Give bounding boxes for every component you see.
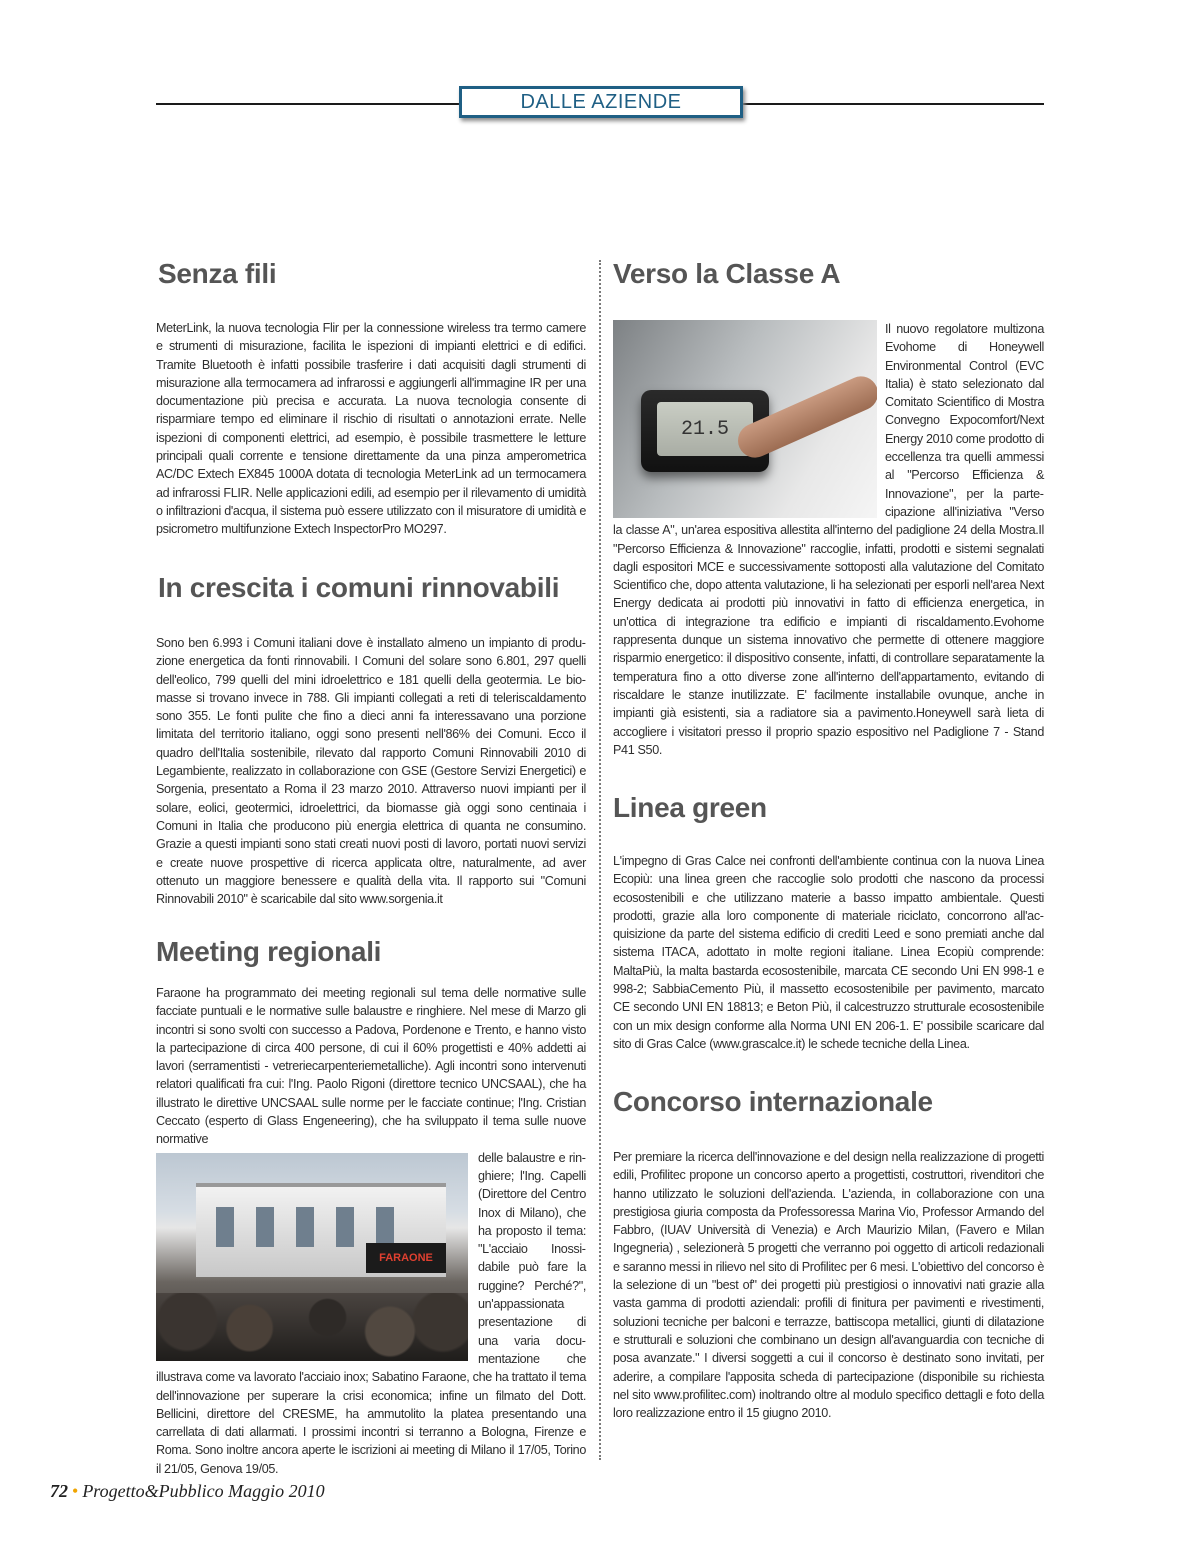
- article-body: Il nuovo regolatore multizona Evohome di Honeywell Environmental Control (EVC Italia) è stato selezionato dal Comitato Scientifico di Mostra Convegno Expocomfort/Next Energy 2010 come prodotto di eccellenza tra quelli ammessi al "Percorso Efficienza & Innovazione", per la partecipazione all'iniziativa "Verso la classe A", un'area espositiva allestita all'interno del padiglione 24 della Mostra.Il "Percorso Efficienza & Innovazione" raccoglie, infatti, prodotti e sistemi segnalati dagli espositori MCE e successivamente sottoposti alla valutazione del Comitato Scientifico che, dopo attenta valutazione, li ha selezionati per esporli nell'area Next Energy dedicata ai prodotti più innovativi in fatto di efficienza energetica, in un'ottica di integrazione tra edificio e impianti di riscaldamento.Evohome rappresenta dunque un sistema innovativo che permette di ottenere maggiore risparmio energetico: il dispositivo consente, infatti, di controllare separatamente la temperatura fino a otto diverse zone all'interno dell'appartamento, evitando di riscaldare le stanze inutilizzate. E' facilmente installabile ovunque, anche in impianti già esistenti, sia a radiatore sia a pavimento.Honeywell sarà lieta di accogliere i visitatori presso il proprio spazio espositivo nel Padiglione 7 - Stand P41 S50.: [613, 322, 1044, 757]
- article-title: Meeting regionali: [156, 936, 382, 967]
- header-rule-left: [156, 103, 462, 105]
- column-divider: [599, 260, 601, 1460]
- crowd-shape: [156, 1293, 468, 1361]
- article-classe-a: [613, 258, 1044, 290]
- article-comuni-rinnovabili-body: [156, 634, 586, 908]
- thermostat-display: 21.5: [657, 402, 753, 456]
- article-body-top: Faraone ha programmato dei meeting regionali sul tema delle normative sulle facciate puntuali e le normative sulle balaustre e ringhiere. Nel mese di Marzo gli incontri si sono svolti con successo a Padova, Pordenone e Trento, e hanno visto la partecipazione di circa 400 persone, di cui il 60% progettisti e 40% addetti ai lavori (serramentisti - vetreriecarpenteriemetalliche). Agli incontri sono intervenuti relatori qualificati fra cui: l'Ing. Paolo Rigoni (direttore tecnico UNCSAAL), che ha illustrato le direttive UNCSAAL sulle norme per le facciate continue; l'Ing. Cristian Ceccato (esperto di Glass Engeneering), che ha sviluppato il tema sulle nuove normative: [156, 986, 586, 1147]
- page-footer: [50, 1481, 325, 1502]
- article-body: Sono ben 6.993 i Comuni italiani dove è installato almeno un impianto di produzione energetica da fonti rinnovabili. I Comuni del solare sono 6.801, 297 quelli dell'eolico, 799 quelli del mini idroelettrico e 181 quelli della geotermia. Le biomasse si trovano invece in 788. Gli impianti collegati a reti di teleriscaldamento sono 355. Le fonti pulite che fino a dieci anni fa interessavano una porzione limitata del territorio italiano, oggi sono presenti nell'86% dei Comuni. Ecco il quadro dell'Italia sostenibile, rilevato dal rapporto Comuni Rinnovabili 2010 di Legambiente, realizzato in collaborazione con GSE (Gestore Servizi Energetici) e Sorgenia, presentato a Roma il 23 marzo 2010. Attraverso nuovi impianti per il solare, eolici, geotermici, idroelettrici, da biomasse già oggi sono centinaia i Comuni in Italia che producono più energia elettrica di quanta ne consumino. Grazie a questi impianti sono stati creati nuovi posti di lavoro, portati nuovi servizi e create nuove prospettive di ricerca applicata oltre, naturalmente, ad aver ottenuto un maggiore benessere e qualità della vita. Il rapporto sui "Comuni Rinnovabili 2010" è scaricabile dal sito www.sorgenia.it: [156, 636, 586, 907]
- article-title: Verso la Classe A: [613, 258, 841, 289]
- article-comuni-rinnovabili: [158, 572, 588, 604]
- article-senza-fili: [158, 258, 588, 290]
- thermostat-photo: [613, 320, 877, 518]
- page-number: 72: [50, 1481, 68, 1501]
- article-title: Concorso internazionale: [613, 1086, 933, 1117]
- article-body: L'impegno di Gras Calce nei confronti dell'ambiente continua con la nuova Linea Ecopiù: una linea green che raccoglie solo prodotti che nascono da processi ecosostenibili e che utilizzano materie a basso impatto ambientale. Questi prodotti, grazie alla loro componente di materiale riciclato, concorrono all'acquisizione da parte del sistema edificio di crediti Leed e sono premiati anche dal sistema ITACA, adottato in molte regioni italiane. Linea Ecopiù comprende: MaltaPiù, la malta bastarda ecosostenibile, marcata CE secondo Uni EN 998-1 e 998-2; SabbiaCemento Più, il massetto ecosostenibile per pavimento, marcato CE secondo UNI EN 18813; e Beton Più, il calcestruzzo strutturale ecosostenibile con un mix design conforme alla Norma UNI EN 206-1. E' possibile scaricare dal sito di Gras Calce (www.grascalce.it) le schede tecniche della Linea.: [613, 854, 1044, 1051]
- article-body: Per premiare la ricerca dell'innovazione e del design nella realizzazione di progetti edili, Profilitec propone un concorso aperto a progettisti, costruttori, rivenditori che hanno utilizzato le soluzioni dell'azienda. L'azienda, in collaborazione con una prestigiosa giuria composta da Professoressa Marina Vio, Professor Armando del Fabbro, (IUAV Università di Venezia) e Arch Maurizio Milan, (Favero e Milan Ingegneria) , selezionerà 5 progetti che verranno poi oggetto di articoli redazionali e saranno messi in rilievo nel sito di Profilitec per 6 mesi. L'obiettivo del concorso è la selezione di un "best of" dei progetti più prestigiosi o innovativi nati grazie alla vasta gamma di prodotti aziendali: profili di finitura per pavimenti e rivestimenti, soluzioni tecniche per balconi e terrazze, battiscopa metallici, giunti di dilatazione e strutturali e soluzioni che combinano un design all'avanguardia con tecniche di posa avanzate." I diversi soggetti a cui il concorso è destinato sono invitati, per aderire, a compilare l'apposita scheda di partecipazione (disponibile su richiesta nel sito www.profilitec.com) inoltrando oltre al modulo specifico dettagli e foto della loro realizzazione entro il 15 giugno 2010.: [613, 1150, 1044, 1421]
- article-body: MeterLink, la nuova tecnologia Flir per la connessione wireless tra termo camere e strumenti di misurazione, facilita le ispezioni di impianti elettrici e di edifici. Tramite Bluetooth è infatti possibile trasferire i dati acquisiti dagli strumenti di misurazione alla termocamera ad infrarossi e aggiungerli all'immagine IR per una documentazione più precisa e accurata. La nuova tecnologia consente di risparmiare tempo ed eliminare il rischio di risultati o annotazioni errate. Nelle ispezioni di componenti elettrici, ad esempio, è possibile trasmettere le letture principali quali corrente e tensione direttamente da una pinza amperometrica AC/DC Extech EX845 1000A dotata di tecnologia MeterLink ad un termocamera ad infrarossi FLIR. Nelle applicazioni edili, ad esempio per il rilevamento di umidità o infiltrazioni d'acqua, il sistema può essere utilizzato con il misuratore di umidità e psicrometro multifunzione Extech InspectorPro MO297.: [156, 321, 586, 537]
- article-concorso: [613, 1086, 1044, 1118]
- article-title: Senza fili: [158, 258, 277, 289]
- article-classe-a-body: [613, 320, 1044, 759]
- bullet-dot-icon: •: [72, 1481, 79, 1501]
- article-title: Linea green: [613, 792, 767, 823]
- article-senza-fili-body: [156, 319, 586, 539]
- header-rule-right: [742, 103, 1044, 105]
- publication-name: Progetto&Pubblico Maggio 2010: [82, 1481, 325, 1501]
- meeting-photo: [156, 1153, 468, 1361]
- article-concorso-body: [613, 1148, 1044, 1422]
- article-meeting-regionali: [156, 936, 586, 968]
- photo-banner: FARAONE: [366, 1243, 446, 1273]
- section-label: DALLE AZIENDE: [459, 86, 743, 118]
- article-meeting-regionali-body: [156, 984, 586, 1478]
- article-body-wrap: delle balaustre e ringhiere; l'Ing. Capelli (Direttore del Centro Inox di Milano), che ha proposto il tema: "L'acciaio Inossidabile può fare la ruggine? Perché?", un'appassionata presentazione di una varia documentazione che illustrava come va lavorato l'acciaio inox; Sabatino Faraone, che ha trattato il tema dell'innovazione per superare la crisi economica; infine un filmato del Dott. Bellicini, direttore del CRESME, ha ammutolito la platea presentando una carrellata di dati allarmati. I prossimi incontri si terranno a Bologna, Firenze e Roma. Sono inoltre ancora aperte le iscrizioni ai meeting di Milano il 17/05, Torino il 21/05, Genova 19/05.: [156, 1150, 586, 1476]
- article-linea-green: [613, 792, 1044, 824]
- article-linea-green-body: [613, 852, 1044, 1053]
- article-title: In crescita i comuni rinnovabili: [158, 572, 560, 603]
